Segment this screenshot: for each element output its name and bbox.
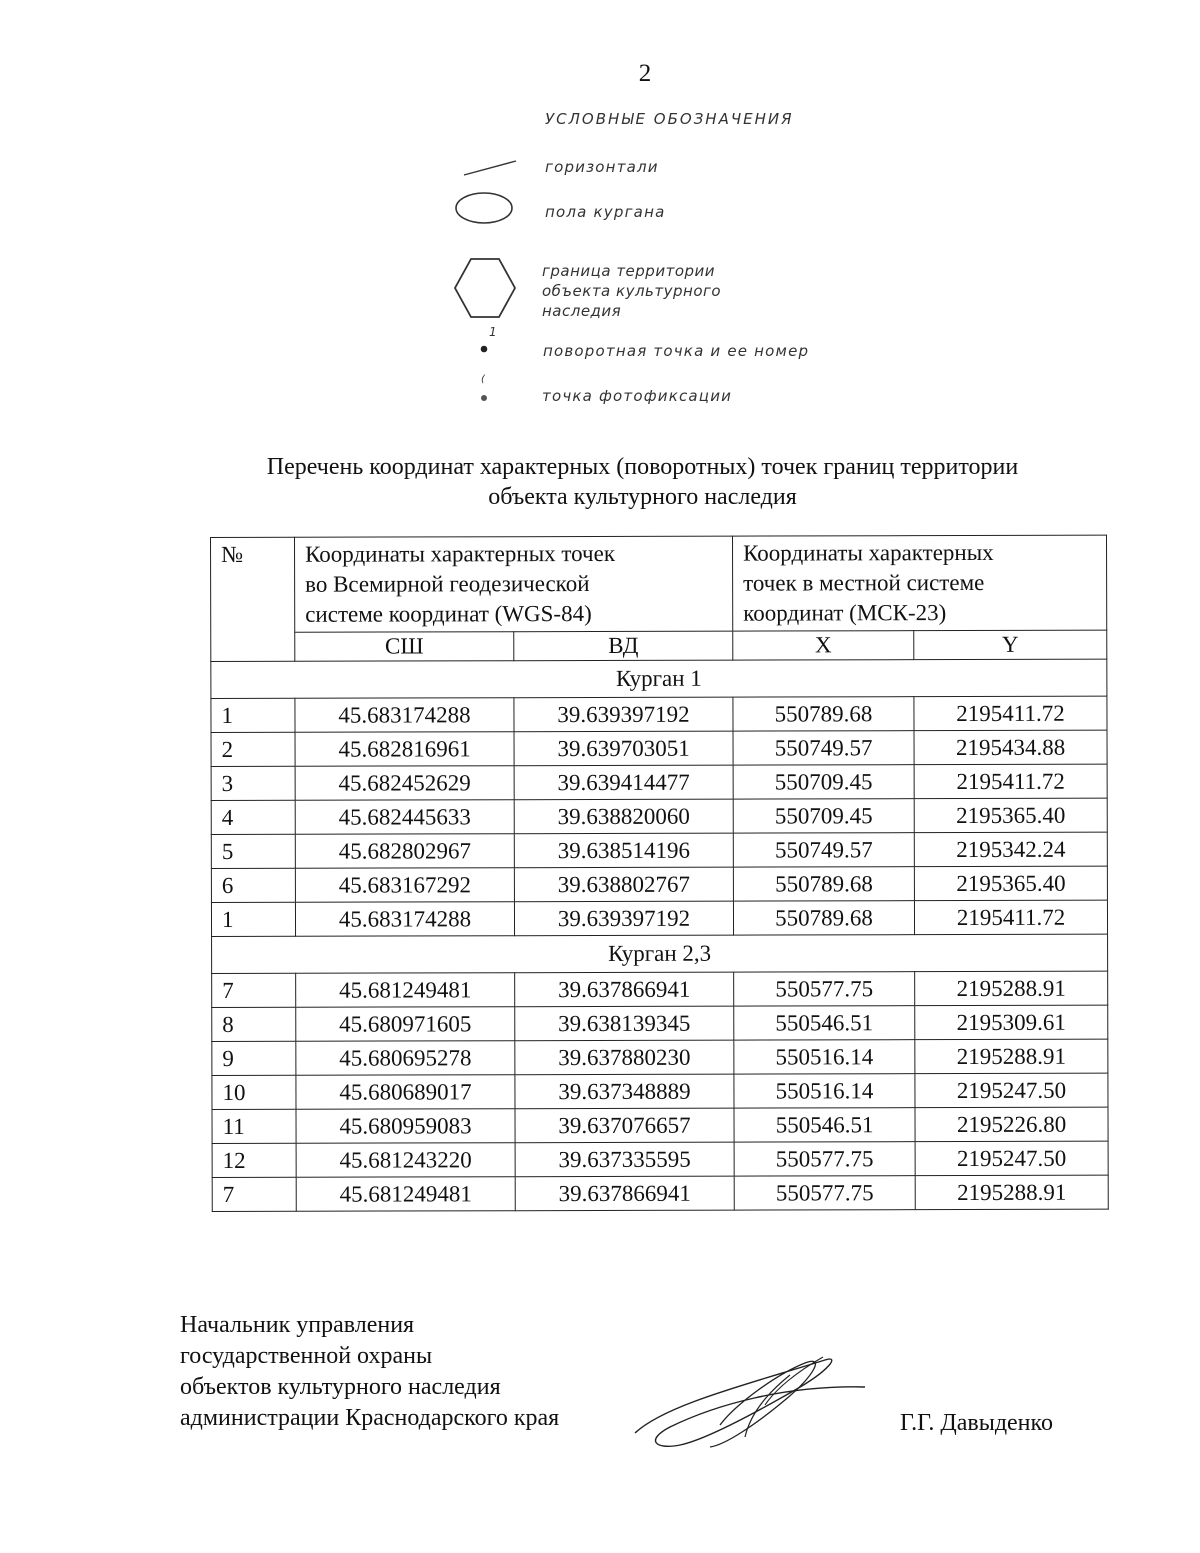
cell-num: 11 xyxy=(212,1109,296,1143)
table-row xyxy=(212,1107,1108,1143)
dot-icon xyxy=(479,393,489,403)
cell-x: 550789.68 xyxy=(733,901,914,935)
cell-y: 2195434.88 xyxy=(914,730,1107,765)
cell-y: 2195342.24 xyxy=(914,832,1107,867)
cell-x: 550516.14 xyxy=(734,1040,915,1074)
cell-y: 2195226.80 xyxy=(915,1107,1108,1142)
header-lat: СШ xyxy=(295,632,514,662)
cell-x: 550709.45 xyxy=(733,765,914,799)
cell-lon: 39.638139345 xyxy=(515,1006,734,1041)
cell-x: 550749.57 xyxy=(733,731,914,765)
table-row xyxy=(211,798,1107,834)
signer-position-line-2: государственной охраны xyxy=(180,1343,433,1369)
cell-num: 6 xyxy=(211,868,295,902)
cell-num: 5 xyxy=(211,834,295,868)
cell-x: 550789.68 xyxy=(733,697,914,731)
cell-x: 550577.75 xyxy=(734,972,915,1006)
header-lon: ВД xyxy=(514,631,733,661)
cell-lon: 39.638514196 xyxy=(514,833,733,868)
header-msk23-line: Координаты характерных xyxy=(743,539,994,566)
cell-y: 2195288.91 xyxy=(915,971,1108,1006)
cell-lon: 39.638820060 xyxy=(514,799,733,834)
cell-num: 7 xyxy=(212,1177,296,1211)
cell-lat: 45.683174288 xyxy=(295,902,514,937)
cell-lon: 39.639397192 xyxy=(514,901,733,936)
table-row xyxy=(212,1175,1108,1211)
hexagon-icon xyxy=(451,256,519,320)
legend-boundary-line-2: объекта культурного xyxy=(542,282,722,300)
legend-label-boundary xyxy=(542,261,721,321)
cell-lat: 45.680689017 xyxy=(296,1075,515,1110)
table-row xyxy=(211,764,1107,800)
group-header-kurgan-1: Курган 1 xyxy=(211,659,1107,698)
header-x: X xyxy=(733,631,914,660)
cell-lat: 45.682452629 xyxy=(295,766,514,801)
cell-y: 2195411.72 xyxy=(914,696,1107,731)
cell-lon: 39.637076657 xyxy=(515,1108,734,1143)
header-msk23 xyxy=(733,535,1107,631)
table-row xyxy=(211,696,1107,732)
legend-boundary-line-1: граница территории xyxy=(542,262,716,280)
document-title-line-2: объекта культурного наследия xyxy=(488,484,797,510)
cell-num: 2 xyxy=(211,732,295,766)
cell-x: 550749.57 xyxy=(733,833,914,867)
photo-point-mark: ( xyxy=(481,374,485,385)
cell-lon: 39.637348889 xyxy=(515,1074,734,1109)
legend-label-turning-point: поворотная точка и ее номер xyxy=(543,342,810,360)
header-msk23-line: точек в местной системе xyxy=(743,569,985,596)
header-wgs84-line: системе координат (WGS-84) xyxy=(305,601,592,627)
table-row xyxy=(212,1039,1108,1075)
ellipse-icon xyxy=(453,190,515,226)
document-title xyxy=(160,452,1125,512)
turning-point-number: 1 xyxy=(489,325,497,339)
cell-num: 1 xyxy=(211,902,295,936)
cell-num: 1 xyxy=(211,698,295,732)
cell-y: 2195247.50 xyxy=(915,1141,1108,1176)
page-number: 2 xyxy=(638,60,652,87)
cell-num: 12 xyxy=(212,1143,296,1177)
cell-lon: 39.637335595 xyxy=(515,1142,734,1177)
signer-position-line-4: администрации Краснодарского края xyxy=(180,1405,560,1431)
cell-lat: 45.682802967 xyxy=(295,834,514,869)
coordinates-table xyxy=(210,535,1109,1212)
cell-lat: 45.680695278 xyxy=(296,1041,515,1076)
legend-label-contour: горизонтали xyxy=(545,158,659,176)
cell-lat: 45.681243220 xyxy=(296,1143,515,1178)
header-y: Y xyxy=(914,630,1107,660)
legend-label-mound: пола кургана xyxy=(545,203,666,221)
signer-name: Г.Г. Давыденко xyxy=(900,1410,1053,1436)
cell-x: 550516.14 xyxy=(734,1074,915,1108)
cell-num: 10 xyxy=(212,1075,296,1109)
cell-lat: 45.681249481 xyxy=(296,973,515,1008)
table-row xyxy=(211,866,1107,902)
cell-lon: 39.637880230 xyxy=(515,1040,734,1075)
document-title-line-1: Перечень координат характерных (поворотных) точек границ территории xyxy=(266,454,1019,480)
cell-lat: 45.682816961 xyxy=(295,732,514,767)
cell-x: 550577.75 xyxy=(734,1142,915,1176)
header-num: № xyxy=(211,537,295,661)
signer-position-line-1: Начальник управления xyxy=(180,1312,415,1338)
cell-y: 2195411.72 xyxy=(914,764,1107,799)
cell-y: 2195288.91 xyxy=(915,1039,1108,1074)
cell-y: 2195247.50 xyxy=(915,1073,1108,1108)
cell-lon: 39.637866941 xyxy=(515,972,734,1007)
table-row xyxy=(212,971,1108,1007)
cell-y: 2195288.91 xyxy=(915,1175,1108,1210)
cell-lat: 45.680971605 xyxy=(296,1007,515,1042)
signer-position-line-3: объектов культурного наследия xyxy=(180,1374,501,1400)
cell-lon: 39.639397192 xyxy=(514,697,733,732)
table-row xyxy=(211,900,1107,936)
cell-num: 8 xyxy=(212,1007,296,1041)
cell-y: 2195411.72 xyxy=(914,900,1107,935)
legend-boundary-line-3: наследия xyxy=(542,302,622,320)
cell-num: 7 xyxy=(212,973,296,1007)
cell-lat: 45.681249481 xyxy=(296,1177,515,1212)
contour-line-icon xyxy=(462,158,518,178)
legend-label-photo-point: точка фотофиксации xyxy=(542,387,733,405)
group-header-kurgan-2-3: Курган 2,3 xyxy=(212,934,1108,973)
cell-x: 550789.68 xyxy=(733,867,914,901)
cell-lat: 45.682445633 xyxy=(295,800,514,835)
table-row xyxy=(212,1141,1108,1177)
cell-lon: 39.639414477 xyxy=(514,765,733,800)
table-row xyxy=(211,730,1107,766)
cell-lon: 39.638802767 xyxy=(514,867,733,902)
cell-x: 550709.45 xyxy=(733,799,914,833)
cell-num: 4 xyxy=(211,800,295,834)
cell-lat: 45.683167292 xyxy=(295,868,514,903)
table-row xyxy=(212,1005,1108,1041)
header-wgs84 xyxy=(295,536,733,632)
cell-y: 2195365.40 xyxy=(914,798,1107,833)
cell-y: 2195365.40 xyxy=(914,866,1107,901)
cell-lon: 39.637866941 xyxy=(515,1176,734,1211)
cell-lat: 45.683174288 xyxy=(295,698,514,733)
table-row xyxy=(211,832,1107,868)
cell-num: 3 xyxy=(211,766,295,800)
header-msk23-line: координат (МСК-23) xyxy=(743,600,947,626)
cell-lon: 39.639703051 xyxy=(514,731,733,766)
cell-num: 9 xyxy=(212,1041,296,1075)
cell-x: 550577.75 xyxy=(734,1176,915,1210)
cell-y: 2195309.61 xyxy=(915,1005,1108,1040)
table-row xyxy=(212,1073,1108,1109)
cell-lat: 45.680959083 xyxy=(296,1109,515,1144)
header-wgs84-line: Координаты характерных точек xyxy=(305,540,616,567)
dot-icon xyxy=(479,344,489,354)
cell-x: 550546.51 xyxy=(734,1006,915,1040)
legend-title: УСЛОВНЫЕ ОБОЗНАЧЕНИЯ xyxy=(545,110,794,128)
cell-x: 550546.51 xyxy=(734,1108,915,1142)
signer-position xyxy=(180,1310,559,1434)
header-wgs84-line: во Всемирной геодезической xyxy=(305,571,590,597)
handwritten-signature xyxy=(625,1345,875,1455)
